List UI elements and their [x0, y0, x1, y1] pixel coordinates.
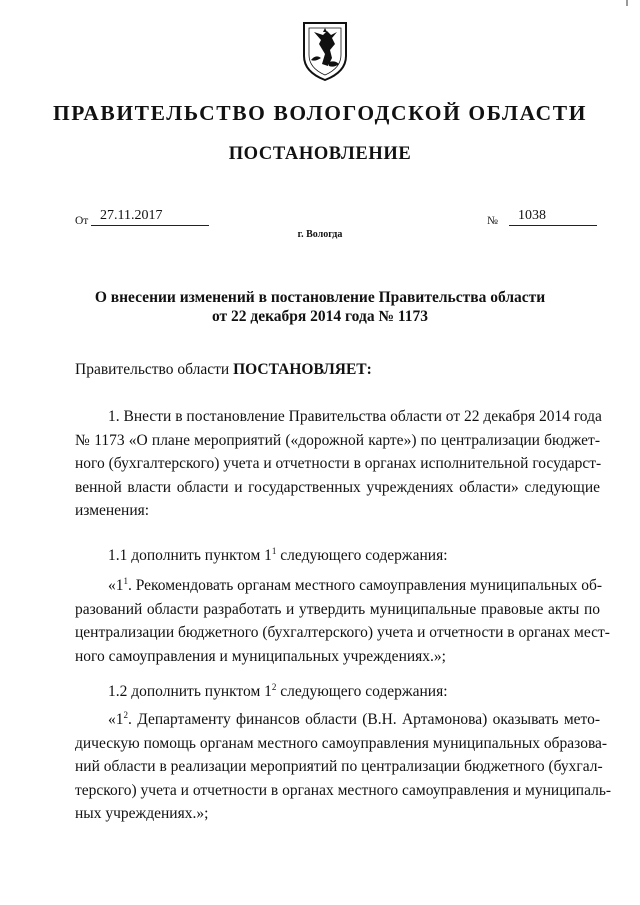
- decree-verb: ПОСТАНОВЛЯЕТ:: [233, 361, 372, 378]
- text-line: разований области разработать и утвердить муниципальные правовые акты по: [75, 600, 600, 618]
- date-underline: [91, 225, 209, 226]
- coat-of-arms-icon: [301, 20, 349, 82]
- text-line: ного (бухгалтерского) учета и отчетности в органах исполнительной государст-: [75, 455, 602, 472]
- text-line: ний области в реализации мероприятий по централизации бюджетного (бухгал-: [75, 758, 603, 775]
- text-line: дическую помощь органам местного самоуправления муниципальных образова-: [75, 734, 608, 752]
- superscript: 1: [271, 545, 277, 556]
- text-line: ных учреждениях.»;: [75, 805, 209, 822]
- text-line: венной власти области и государственных учреждениях области» следующие: [75, 478, 600, 496]
- text-fragment: . Департаменту финансов области (В.Н. Артамонова) оказывать мето-: [128, 711, 600, 728]
- number-prefix: №: [487, 215, 498, 227]
- text-fragment: 1.2 дополнить пунктом 1: [108, 683, 272, 700]
- text-fragment: следующего содержания:: [276, 683, 448, 700]
- subject-line: О внесении изменений в постановление Правительства области: [94, 289, 546, 306]
- text-line: ного самоуправления и муниципальных учреждениях.»;: [75, 647, 446, 665]
- decree-subject: Правительство области: [75, 361, 234, 378]
- text-line: № 1173 «О плане мероприятий («дорожной карте») по централизации бюджет-: [75, 431, 600, 449]
- text-line: 1. Внести в постановление Правительства области от 22 декабря 2014 года: [108, 408, 602, 425]
- text-line: [75, 574, 603, 598]
- city: г. Вологда: [297, 229, 343, 240]
- decree-statement: [75, 361, 372, 379]
- text-line: [75, 708, 600, 732]
- superscript: 2: [271, 681, 277, 692]
- document-number: 1038: [518, 208, 546, 223]
- text-fragment: «1: [108, 577, 124, 594]
- text-fragment: «1: [108, 711, 124, 728]
- paragraph-1: [75, 405, 600, 523]
- superscript: 2: [123, 709, 128, 720]
- text-line: терского) учета и отчетности в органах местного самоуправления и муниципаль-: [75, 781, 612, 799]
- text-line: изменения:: [75, 502, 150, 519]
- subject-line: от 22 декабря 2014 года № 1173: [211, 308, 429, 325]
- date-prefix: От: [75, 215, 89, 227]
- scan-mark: [626, 0, 628, 6]
- text-fragment: следующего содержания:: [276, 547, 448, 564]
- paragraph-item-1-2: [75, 708, 612, 826]
- text-line: [75, 544, 600, 568]
- text-line: централизации бюджетного (бухгалтерского) учета и отчетности в органах мест-: [75, 624, 610, 641]
- organization-title: ПРАВИТЕЛЬСТВО ВОЛОГОДСКОЙ ОБЛАСТИ: [52, 101, 588, 125]
- document-date: 27.11.2017: [100, 208, 163, 223]
- paragraph-1-2: [75, 680, 600, 704]
- document-subject: [0, 288, 640, 326]
- text-fragment: . Рекомендовать органам местного самоуправления муниципальных об-: [128, 577, 603, 594]
- text-line: [75, 680, 600, 704]
- document-type: ПОСТАНОВЛЕНИЕ: [228, 144, 412, 164]
- paragraph-item-1-1: [75, 574, 610, 668]
- text-fragment: 1.1 дополнить пунктом 1: [108, 547, 272, 564]
- number-underline: [509, 225, 597, 226]
- paragraph-1-1: [75, 544, 600, 568]
- superscript: 1: [123, 575, 128, 586]
